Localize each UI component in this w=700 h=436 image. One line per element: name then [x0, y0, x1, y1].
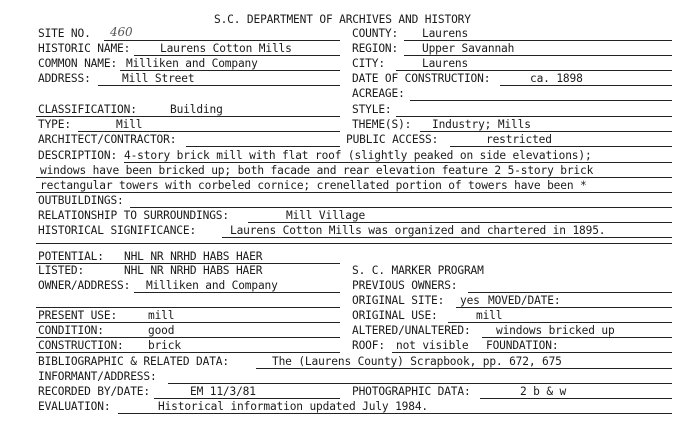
present-use-value: mill	[148, 309, 175, 322]
potential-label: POTENTIAL:	[38, 250, 104, 263]
informant-rule	[168, 383, 672, 384]
altered-label: ALTERED/UNALTERED:	[352, 324, 471, 337]
style-rule	[396, 116, 672, 117]
public-access-rule	[450, 146, 672, 147]
altered-value: windows bricked up	[496, 324, 615, 337]
original-use-label: ORIGINAL USE:	[352, 309, 438, 322]
photo-value: 2 b & w	[520, 385, 567, 398]
site-no-rule	[104, 40, 340, 41]
owner-rule	[134, 292, 340, 293]
acreage-label: ACREAGE:	[352, 87, 405, 100]
site-no-value: 460	[110, 25, 133, 39]
altered-rule	[482, 337, 672, 338]
roof-rule	[392, 352, 672, 353]
region-rule	[404, 55, 672, 56]
roof-value: not visible	[396, 339, 469, 352]
acreage-rule	[410, 100, 672, 101]
owner-label: OWNER/ADDRESS:	[38, 279, 131, 292]
significance-rule	[222, 237, 672, 238]
owner-rule-2	[36, 307, 340, 308]
bibliography-label: BIBLIOGRAPHIC & RELATED DATA:	[38, 355, 229, 368]
description-line-1: 4-story brick mill with flat roof (slightly peaked on side elevations);	[124, 149, 592, 162]
theme-label: THEME(S):	[352, 118, 412, 131]
type-value: Mill	[116, 118, 143, 131]
type-label: TYPE:	[38, 118, 71, 131]
roof-label: ROOF:	[352, 339, 385, 352]
date-rule	[500, 85, 672, 86]
original-use-value: mill	[476, 309, 503, 322]
original-use-rule	[448, 322, 672, 323]
county-label: COUNTY:	[352, 27, 399, 40]
original-site-rule	[456, 307, 672, 308]
description-rule-3	[36, 192, 672, 193]
historic-name-rule	[134, 55, 340, 56]
relationship-value: Mill Village	[286, 209, 366, 222]
region-label: REGION:	[352, 42, 399, 55]
foundation-label: FOUNDATION:	[486, 339, 559, 352]
city-label: CITY:	[352, 57, 385, 70]
evaluation-label: EVALUATION:	[38, 400, 111, 413]
county-value: Laurens	[422, 27, 469, 40]
description-rule-1	[124, 162, 672, 163]
section-divider	[36, 243, 672, 244]
address-value: Mill Street	[122, 72, 195, 85]
historic-name-label: HISTORIC NAME:	[38, 42, 131, 55]
county-rule	[404, 40, 672, 41]
marker-program-label: S. C. MARKER PROGRAM	[352, 264, 484, 277]
address-rule	[98, 85, 340, 86]
listed-label: LISTED:	[38, 264, 85, 277]
owner-value: Milliken and Company	[146, 279, 278, 292]
construction-label: CONSTRUCTION:	[38, 339, 124, 352]
form-title: S.C. DEPARTMENT OF ARCHIVES AND HISTORY	[214, 13, 471, 26]
condition-rule	[36, 337, 340, 338]
present-use-label: PRESENT USE:	[38, 309, 118, 322]
recorded-value: EM 11/3/81	[190, 385, 256, 398]
relationship-rule	[248, 222, 672, 223]
description-label: DESCRIPTION:	[38, 149, 118, 162]
potential-options: NHL NR NRHD HABS HAER	[124, 250, 263, 263]
bibliography-rule	[256, 368, 672, 369]
date-value: ca. 1898	[530, 72, 583, 85]
construction-rule	[36, 352, 340, 353]
common-name-value: Milliken and Company	[126, 57, 258, 70]
classification-label: CLASSIFICATION:	[38, 103, 137, 116]
original-site-label: ORIGINAL SITE:	[352, 294, 445, 307]
common-name-rule	[120, 70, 340, 71]
significance-value: Laurens Cotton Mills was organized and chartered in 1895.	[230, 224, 606, 237]
city-rule	[396, 70, 672, 71]
previous-owners-rule	[468, 292, 672, 293]
present-use-rule	[36, 322, 340, 323]
site-no-label: SITE NO.	[38, 27, 91, 40]
address-label: ADDRESS:	[38, 72, 91, 85]
classification-rule	[36, 116, 340, 117]
theme-value: Industry; Mills	[432, 118, 531, 131]
previous-owners-label: PREVIOUS OWNERS:	[352, 279, 458, 292]
recorded-rule	[154, 398, 340, 399]
recorded-label: RECORDED BY/DATE:	[38, 385, 150, 398]
description-rule-2	[36, 177, 672, 178]
listed-options: NHL NR NRHD HABS HAER	[124, 264, 263, 277]
description-line-3: rectangular towers with corbeled cornice; crenellated portion of towers have been *	[40, 179, 587, 192]
common-name-label: COMMON NAME:	[38, 57, 118, 70]
architect-rule	[186, 146, 340, 147]
architect-label: ARCHITECT/CONTRACTOR:	[38, 133, 177, 146]
classification-value: Building	[170, 103, 223, 116]
historic-name-value: Laurens Cotton Mills	[160, 42, 292, 55]
condition-label: CONDITION:	[38, 324, 104, 337]
informant-label: INFORMANT/ADDRESS:	[38, 370, 157, 383]
photo-label: PHOTOGRAPHIC DATA:	[352, 385, 471, 398]
public-access-value: restricted	[486, 133, 552, 146]
public-access-label: PUBLIC ACCESS:	[346, 133, 439, 146]
theme-rule	[420, 131, 672, 132]
city-value: Laurens	[422, 57, 469, 70]
bibliography-value: The (Laurens County) Scrapbook, pp. 672, 675	[272, 355, 562, 368]
date-label: DATE OF CONSTRUCTION:	[352, 72, 491, 85]
original-site-value: yes	[460, 294, 480, 307]
moved-date-label: MOVED/DATE:	[488, 294, 561, 307]
photo-rule	[480, 398, 672, 399]
description-line-2: windows have been bricked up; both facade and rear elevation feature 2 5-story brick	[40, 164, 594, 177]
significance-label: HISTORICAL SIGNIFICANCE:	[38, 224, 197, 237]
relationship-label: RELATIONSHIP TO SURROUNDINGS:	[38, 209, 229, 222]
evaluation-value: Historical information updated July 1984.	[158, 400, 429, 413]
type-rule	[78, 131, 340, 132]
outbuildings-rule	[130, 207, 672, 208]
condition-value: good	[148, 324, 175, 337]
construction-value: brick	[148, 339, 181, 352]
evaluation-rule	[118, 413, 672, 414]
outbuildings-label: OUTBUILDINGS:	[38, 194, 124, 207]
region-value: Upper Savannah	[422, 42, 515, 55]
style-label: STYLE:	[352, 103, 392, 116]
